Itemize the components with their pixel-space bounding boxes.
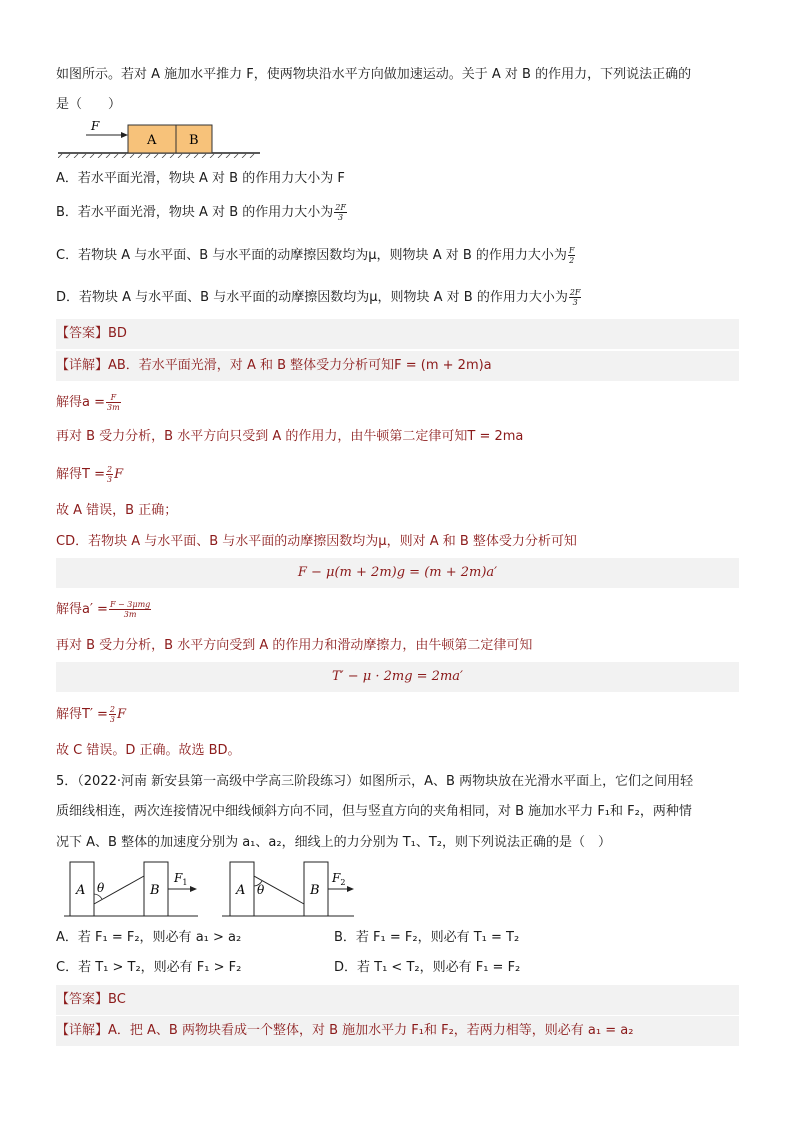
q5-figure-1 [64,856,199,920]
q4-option-c-fraction: $\frac{F}{2}$ [568,246,575,265]
fig2-block-a: A [236,883,246,898]
q5-option-b: B．若 F₁ = F₂，则必有 T₁ = T₂ [334,930,520,945]
q4-solve-2-fraction: $\frac{2}{3}$ [106,465,113,484]
q5-detail-1: 【详解】A．把 A、B 两物块看成一个整体，对 B 施加水平力 F₁和 F₂，若两力相等，则必有 a₁ = a₂ [56,1023,634,1038]
q4-answer: 【答案】BD [56,326,127,341]
q4-detail-1: 【详解】AB．若水平面光滑，对 A 和 B 整体受力分析可知F = (m + 2m)a [56,358,492,373]
q4-stem-line-2: 是（ ） [56,97,122,112]
q4-solve-4-text: 解得T′ = [56,707,108,722]
q5-stem-line-2: 质细线相连，两次连接情况中细线倾斜方向不同，但与竖直方向的夹角相同，对 B 施加水平力 F₁和 F₂，两种情 [56,804,692,819]
q4-solve-3-fraction: $\frac{\text{F − 3μmg}}{3m}$ [109,600,151,619]
fig2-force: $F_2$ [332,871,346,887]
q4-solve-4 [56,705,126,724]
block-b-label: B [189,133,199,148]
q5-option-a: A．若 F₁ = F₂，则必有 a₁ > a₂ [56,930,242,945]
q4-option-b-fraction: $\frac{2F}{3}$ [335,203,346,222]
q4-solve-2-tail: F [114,467,124,482]
q4-equation-2: T′ − μ · 2mg = 2ma′ [331,669,463,684]
q5-figure-2 [222,856,357,920]
fig1-theta: θ [97,881,105,895]
q4-solve-4-tail: F [117,707,127,722]
q4-figure [58,118,262,158]
fig1-block-b: B [150,883,160,898]
q4-option-d-fraction: $\frac{2F}{3}$ [569,288,581,307]
q4-solve-1 [56,393,122,412]
q4-option-b [56,203,348,222]
q4-option-d [56,288,582,307]
q4-solve-3-text: 解得a′ = [56,602,108,617]
fig2-block-b: B [310,883,320,898]
q4-detail-3: CD．若物块 A 与水平面、B 与水平面的动摩擦因数均为μ，则对 A 和 B 整体受力分析可知 [56,534,577,549]
q4-solve-2-text: 解得T = [56,467,105,482]
q4-answer-band [56,319,739,349]
q4-solve-4-fraction: $\frac{2}{3}$ [109,705,116,724]
q4-solve-2 [56,465,123,484]
q4-equation-1: F − μ(m + 2m)g = (m + 2m)a′ [297,565,498,580]
q5-answer: 【答案】BC [56,992,126,1007]
q4-solve-1-text: 解得a = [56,395,105,410]
fig1-block-a: A [76,883,86,898]
q4-stem-line-1: 如图所示。若对 A 施加水平推力 F，使两物块沿水平方向做加速运动。关于 A 对 B 的作用力，下列说法正确的 [56,67,692,82]
q5-option-c: C．若 T₁ > T₂，则必有 F₁ > F₂ [56,960,242,975]
fig2-theta: θ [257,883,265,897]
q4-conclusion-2: 故 C 错误。D 正确。故选 BD。 [56,743,241,758]
q4-conclusion-1: 故 A 错误，B 正确； [56,503,178,518]
q4-solve-1-fraction: $\frac{F}{3m}$ [107,393,120,412]
q4-option-c [56,246,576,265]
q4-solve-3 [56,600,152,619]
force-label: F [91,119,100,133]
q5-stem-line-1: 5．（2022·河南 新安县第一高级中学高三阶段练习）如图所示，A、B 两物块放在光滑水平面上，它们之间用轻 [56,774,694,789]
q4-option-a: A．若水平面光滑，物块 A 对 B 的作用力大小为 F [56,171,345,186]
q4-detail-4: 再对 B 受力分析，B 水平方向受到 A 的作用力和滑动摩擦力，由牛顿第二定律可知 [56,638,533,653]
q5-answer-band [56,985,739,1015]
q4-option-c-text: C．若物块 A 与水平面、B 与水平面的动摩擦因数均为μ，则物块 A 对 B 的作用力大小为 [56,248,567,263]
q5-stem-line-3: 况下 A、B 整体的加速度分别为 a₁、a₂，细线上的力分别为 T₁、T₂，则下列说法正确的是（ ） [56,835,612,850]
q4-option-d-text: D．若物块 A 与水平面、B 与水平面的动摩擦因数均为μ，则物块 A 对 B 的作用力大小为 [56,290,568,305]
q4-option-b-text: B．若水平面光滑，物块 A 对 B 的作用力大小为 [56,205,334,220]
q5-option-d: D．若 T₁ < T₂，则必有 F₁ = F₂ [334,960,521,975]
fig1-force: $F_1$ [174,871,188,887]
block-a-label: A [147,133,157,148]
q4-detail-2: 再对 B 受力分析，B 水平方向只受到 A 的作用力，由牛顿第二定律可知T = 2ma [56,429,524,444]
